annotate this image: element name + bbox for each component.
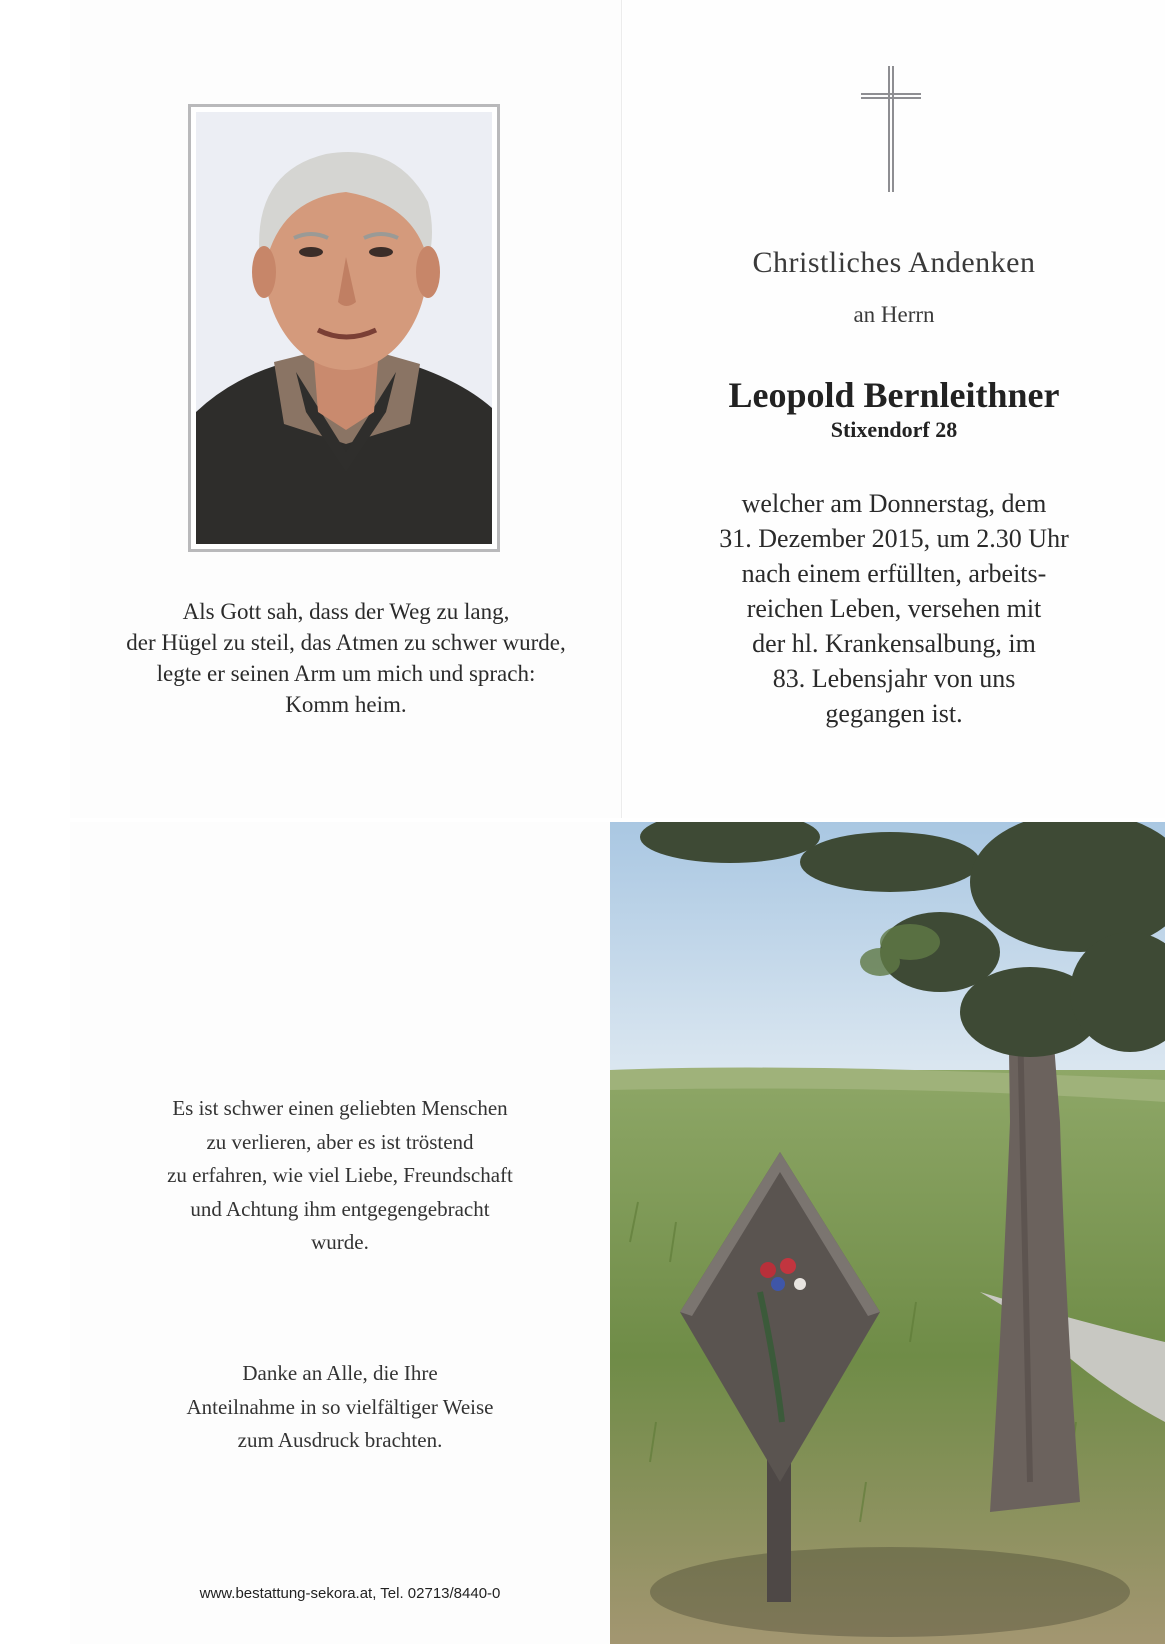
- condolence-line: und Achtung ihm entgegengebracht: [190, 1196, 490, 1221]
- notice-line: 31. Dezember 2015, um 2.30 Uhr: [719, 524, 1069, 553]
- thanks-text: [70, 1357, 610, 1458]
- portrait-photo: [196, 112, 492, 544]
- notice-line: nach einem erfüllten, arbeits-: [741, 559, 1047, 588]
- notice-line: reichen Leben, versehen mit: [746, 594, 1042, 623]
- salutation: an Herrn: [853, 302, 935, 327]
- notice-line: 83. Lebensjahr von uns: [772, 664, 1016, 693]
- condolence-text: [70, 1092, 610, 1260]
- landscape-photo: [610, 822, 1165, 1644]
- memorial-quote: [70, 596, 622, 720]
- condolence-line: wurde.: [311, 1230, 369, 1254]
- quote-line: Als Gott sah, dass der Weg zu lang,: [182, 599, 510, 624]
- card-front-left-panel: [70, 0, 622, 818]
- portrait-frame: [188, 104, 500, 552]
- cross-icon: [861, 66, 921, 192]
- funeral-home-footer: www.bestattung-sekora.at, Tel. 02713/8440-0: [199, 1585, 501, 1602]
- condolence-line: zu verlieren, aber es ist tröstend: [206, 1129, 474, 1154]
- memorial-title: Christliches Andenken: [752, 246, 1036, 279]
- notice-line: welcher am Donnerstag, dem: [741, 489, 1047, 518]
- quote-line: legte er seinen Arm um mich und sprach:: [156, 661, 536, 686]
- deceased-address: Stixendorf 28: [830, 417, 958, 442]
- deceased-name: Leopold Bernleithner: [728, 375, 1060, 415]
- condolence-line: zu erfahren, wie viel Liebe, Freundschaft: [167, 1163, 513, 1187]
- notice-line: der hl. Krankensalbung, im: [752, 629, 1036, 658]
- portrait-illustration: [196, 112, 492, 544]
- thanks-line: zum Ausdruck brachten.: [237, 1428, 443, 1452]
- quote-line: der Hügel zu steil, das Atmen zu schwer wurde,: [126, 630, 566, 655]
- card-back-left-panel: [70, 822, 610, 1644]
- card-front-right-panel: [623, 0, 1165, 818]
- death-notice: [623, 486, 1165, 731]
- notice-line: gegangen ist.: [825, 699, 963, 728]
- thanks-line: Anteilnahme in so vielfältiger Weise: [186, 1394, 494, 1419]
- card-back-right-photo: [610, 822, 1165, 1644]
- quote-line: Komm heim.: [285, 692, 407, 717]
- thanks-line: Danke an Alle, die Ihre: [242, 1361, 438, 1385]
- condolence-line: Es ist schwer einen geliebten Menschen: [172, 1096, 508, 1120]
